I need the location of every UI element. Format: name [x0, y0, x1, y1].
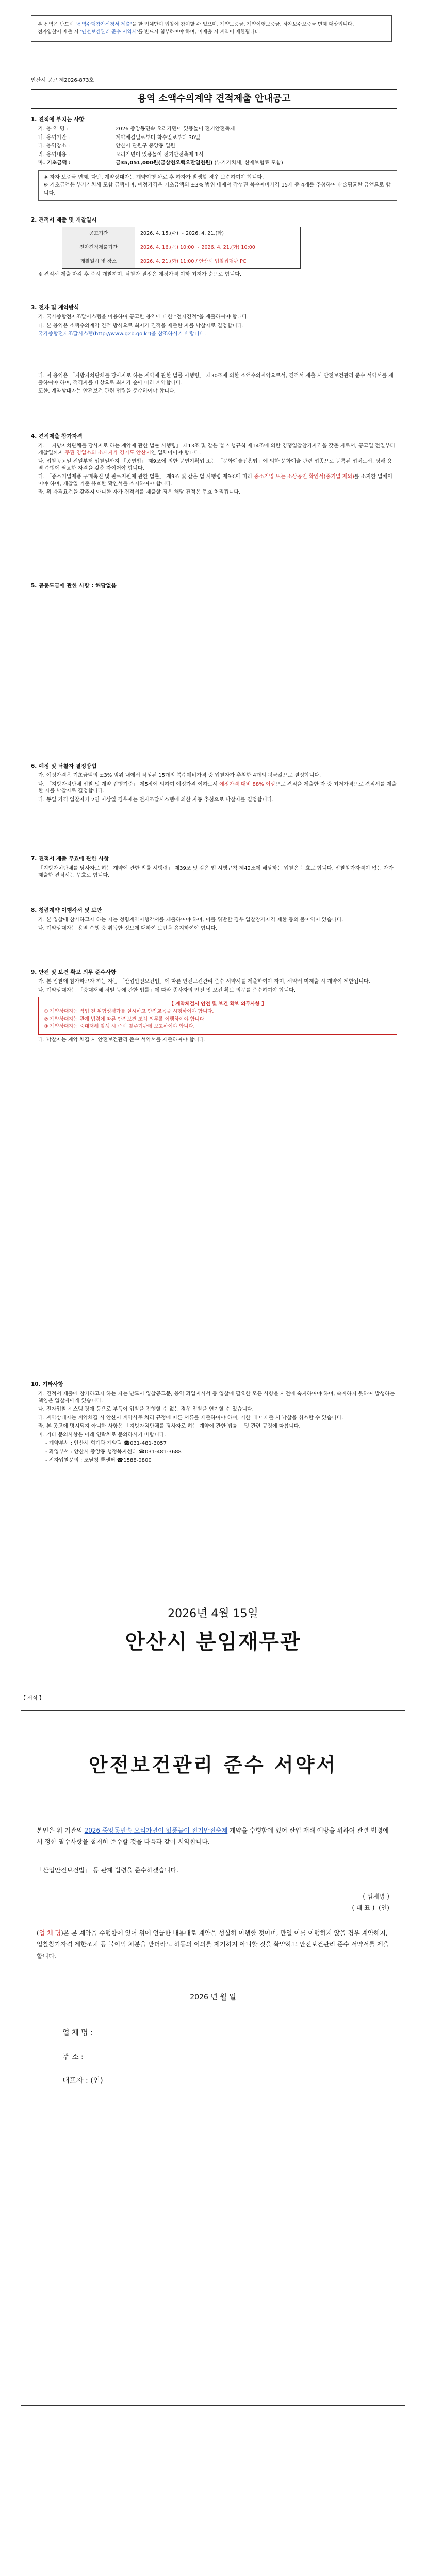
notice-text: 를 반드시 첨부하여야 하며, 미제출 시 계약이 제한됩니다.	[138, 29, 261, 35]
text: 인 업체이어야 합니다.	[151, 450, 201, 456]
section-title: 1. 견적에 부치는 사항	[31, 116, 85, 123]
section-1	[31, 116, 397, 203]
info-value: 오리가면이 있풍놀이 전기안전축제 1식	[116, 151, 204, 158]
paragraph: 나. 계약상대자는 「중대재해 처벌 등에 관한 법률」에 따라 종사자의 안전 및 보건 확보 의무를 준수하여야 합니다.	[38, 987, 296, 993]
note-text: ※ 하자 보증금 면제. 다만, 계약상대자는 계약이행 완료 후 하자가 발생할 경우 보수하여야 합니다.	[44, 174, 264, 180]
signature-row	[37, 1904, 389, 1912]
contract-name-link[interactable]: 2026 중앙동민속 오리가면이 있풍놀이 전기안전축제	[84, 1827, 228, 1835]
section-title: 9. 안전 및 보건 확보 의무 준수사항	[31, 969, 117, 975]
section-title: 3. 전자 및 계약방식	[31, 304, 79, 311]
paragraph: 라. 위 자격요건을 갖추지 아니한 자가 견적서를 제출할 경우 해당 견적은 무효 처리됩니다.	[38, 489, 241, 496]
info-key: 다. 용역장소 :	[38, 143, 70, 149]
paragraph	[38, 781, 397, 795]
info-value: 2026 중앙동민속 오리가면이 있풍놀이 전기안전축제	[116, 126, 235, 132]
table-row	[62, 241, 301, 255]
text: 다. 「중소기업제품 구매촉진 및 판로지원에 관한 법률」 제9조 및 같은 법 시행령 제9조에 따라	[38, 474, 254, 480]
info-value: 금35,051,000원(금삼천오백오만일천원)	[116, 160, 213, 166]
section-5	[31, 582, 397, 592]
info-row	[38, 134, 397, 142]
notice-text: 전자입찰서 제출 시	[38, 29, 80, 35]
section-3-cont	[31, 371, 397, 397]
text: 계약을 수행함에 있어 산업 재해 예방을 위하여 관련 법령에서 정한 필수사항을 철저히 준수할 것을 다음과 같이 서약합니다.	[37, 1827, 389, 1846]
highlight-text: 중소기업 또는 소상공인 확인서(중기업 제외)	[254, 474, 354, 480]
section-7	[31, 855, 397, 880]
info-key: 나. 용역기간 :	[38, 134, 70, 141]
section-6	[31, 762, 397, 805]
form-title: 안전보건관리 준수 서약서	[88, 1754, 338, 1776]
section-title: 10. 기타사항	[31, 1381, 63, 1387]
table-cell: 2026. 4. 16.(목) 10:00 ~ 2026. 4. 21.(화) 10:00	[135, 241, 301, 255]
paragraph: 또한, 계약상대자는 안전보건 관련 법령을 준수하여야 합니다.	[38, 388, 176, 394]
text: 으로 견적을 제출한 자 중 최저가격으로 견적서를 제출한 자를 낙찰자로 결정합니다.	[38, 781, 397, 794]
issuing-organization: 안산시 분임재무관	[125, 1630, 301, 1654]
highlight-text: 예정가격 대비 88% 이상	[219, 781, 276, 787]
signature-label: ( 업체명 )	[363, 1892, 389, 1900]
page-title: 용역 소액수의계약 견적제출 안내공고	[31, 89, 397, 109]
notice-text: 을 한 업체만이 입찰에 참여할 수 있으며, 계약보증금, 계약이행보증금, 하자보수보증금 면제 대상입니다.	[132, 22, 354, 27]
paragraph: 나. 계약상대자는 용역 수행 중 취득한 정보에 대하여 보안을 유지하여야 합니다.	[38, 925, 218, 931]
paragraph: 나. 전자입찰 시스템 장애 등으로 부득이 입찰을 진행할 수 없는 경우 입찰을 연기할 수 있습니다.	[38, 1406, 254, 1413]
section-10	[31, 1381, 397, 1466]
section-title: 4. 견적제출 참가자격	[31, 433, 83, 439]
table-header: 공고기간	[62, 227, 135, 241]
info-note: (부가가치세, 산재보험료 포함)	[214, 160, 283, 166]
company-field[interactable]: 업 체 명 :	[62, 2028, 93, 2037]
notice-box	[31, 15, 392, 42]
table-cell: 2026. 4. 21.(화) 11:00 / 안산시 입찰집행관 PC	[135, 255, 301, 269]
text: 를 소지한 업체이어야 하며, 개찰일 기준 유효한 확인서를 소지하여야 합니다.	[38, 474, 392, 487]
link-text[interactable]: 국가종합전자조달시스템(http://www.g2b.go.kr)을 참조하시기 바랍니다.	[38, 331, 206, 337]
paragraph: 가. 국가종합전자조달시스템을 이용하여 공고한 용역에 대한 "전자견적"을 제출하여야 합니다.	[38, 314, 249, 320]
info-row	[38, 160, 397, 167]
info-key: 가. 용 역 명 :	[38, 126, 68, 132]
paragraph: 나. 본 용역은 소액수의계약 견적 방식으로 최저가 견적을 제출한 자를 낙찰자로 결정합니다.	[38, 323, 244, 329]
paragraph: 다. 낙찰자는 계약 체결 시 안전보건관리 준수 서약서를 제출하여야 합니다.	[38, 1037, 206, 1043]
announcement-date: 2026년 4월 15일	[168, 1607, 258, 1620]
address-field[interactable]: 주 소 :	[62, 2053, 84, 2061]
text: )은 본 계약을 수행함에 있어 위에 언급한 내용대로 계약을 성실히 이행할 것이며, 만일 이를 이행하지 않을 경우 계약해지, 입찰참가자격 제한조치 등 불이익 처분을 받더라도 하등의 이의를 제기하지 아니할 것을 확약하고 안전보건관리 준수 서약서를 제출합니다.	[37, 1929, 389, 1960]
box-title: 【 계약체결시 안전 및 보건 확보 의무사항 】	[169, 1001, 267, 1007]
section-title: 2. 견적서 제출 및 개찰일시	[31, 217, 97, 223]
form-tag: 【 서식 】	[21, 1696, 44, 1701]
note-box	[38, 170, 397, 201]
highlight-text: 업 체 명	[39, 1929, 61, 1937]
paragraph: 마. 기타 문의사항은 아래 연락처로 문의하시기 바랍니다.	[38, 1432, 166, 1438]
section-4	[31, 433, 397, 498]
paragraph: 라. 본 공고에 명시되지 아니한 사항은 「지방자치단체를 당사자로 하는 계약에 관한 법률」 및 관련 규정에 따릅니다.	[38, 1423, 301, 1430]
representative-field[interactable]: 대표자 : (인)	[62, 2077, 103, 2086]
paragraph: 「산업안전보건법」 등 관계 법령을 준수하겠습니다.	[37, 1866, 178, 1874]
box-item: ③ 계약상대자는 중대재해 발생 시 즉시 발주기관에 보고하여야 합니다.	[44, 1024, 195, 1030]
paragraph: 「지방자치단체를 당사자로 하는 계약에 관한 법률 시행령」 제39조 및 같은 법 시행규칙 제42조에 해당하는 입찰은 무효로 합니다. 입찰참가자격이 없는 자가 제출한 견적서는 무효로 합니다.	[38, 866, 394, 878]
info-value: 계약체결일로부터 착수일로부터 30일	[116, 134, 200, 141]
section-title: 8. 청렴계약 이행각서 및 보안	[31, 907, 102, 913]
notice-link[interactable]: '용역수행참가신청서 제출'	[75, 22, 132, 27]
schedule-table	[62, 227, 301, 269]
paragraph: 가. 견적서 제출에 참가하고자 하는 자는 반드시 입찰공고문, 용역 과업지시서 등 입찰에 필요한 모든 사항을 사전에 숙지하여야 하며, 숙지하지 못하여 발생하는 책임은 입찰자에게 있습니다.	[38, 1391, 395, 1404]
note-text: ※ 기초금액은 부가가치세 포함 금액이며, 예정가격은 기초금액의 ±3% 범위 내에서 작성된 복수예비가격 15개 중 4개를 추첨하여 산술평균한 금액으로 합니다.	[44, 182, 391, 196]
table-header: 개찰일시 및 장소	[62, 255, 135, 269]
box-item: ② 계약상대자는 관계 법령에 따른 안전보건 조치 의무를 이행하여야 합니다.	[44, 1016, 206, 1022]
section-8	[31, 907, 397, 934]
signature-label: ( 대 표 )	[352, 1904, 375, 1912]
seal-mark: (인)	[379, 1904, 389, 1912]
paragraph: 가. 예정가격은 기초금액의 ±3% 범위 내에서 작성된 15개의 복수예비가격 중 입찰자가 추첨한 4개의 평균값으로 결정합니다.	[38, 773, 321, 779]
paragraph: 가. 본 입찰에 참가하고자 하는 자는 청렴계약이행각서를 제출하여야 하며, 이를 위반할 경우 입찰참가자격 제한 등의 불이익이 있습니다.	[38, 917, 343, 923]
info-row	[38, 151, 397, 159]
text: 본인은 위 기관의	[37, 1827, 85, 1835]
pledge-form	[21, 1710, 405, 2406]
table-cell: 2026. 4. 15.(수) ~ 2026. 4. 21.(화)	[135, 227, 301, 241]
paragraph: 다. 계약상대자는 계약체결 시 안산시 계약사무 처리 규정에 따른 서류를 제출하여야 하며, 기한 내 미제출 시 낙찰을 취소할 수 있습니다.	[38, 1415, 343, 1421]
signature-row	[37, 1892, 389, 1901]
contact-line: - 과업부서 : 안산시 중앙동 행정복지센터 ☎031-481-3688	[45, 1449, 182, 1455]
notice-text: 본 용역은 반드시	[38, 22, 76, 27]
info-row	[38, 143, 397, 150]
paragraph	[38, 473, 397, 487]
text: 나. 「지방자치단체 입찰 및 계약 집행기준」 제5장에 의하여 예정가격 이하로서	[38, 781, 220, 787]
safety-box	[38, 997, 397, 1035]
paragraph	[38, 443, 397, 456]
paragraph: 다. 동일 가격 입찰자가 2인 이상일 경우에는 전자조달시스템에 의한 자동 추첨으로 낙찰자를 결정합니다.	[38, 796, 274, 803]
notice-link[interactable]: '안전보건관리 준수 서약서'	[80, 29, 138, 35]
table-row	[62, 227, 301, 241]
contact-line: - 전자입찰문의 : 조달청 콜센터 ☎1588-0800	[45, 1458, 152, 1464]
contact-line: - 계약부서 : 안산시 회계과 계약팀 ☎031-481-3057	[45, 1440, 167, 1447]
section-note: ※ 견적서 제출 마감 후 즉시 개찰하며, 낙찰자 결정은 예정가격 이하 최저가 순으로 합니다.	[38, 272, 242, 278]
highlight-text: 주된 영업소의 소재지가 경기도 안산시	[64, 450, 151, 456]
paragraph: 나. 입찰공고일 전일부터 입찰일까지 「공연법」 제9조에 의한 공연기획업 또는 「문화예술진흥법」에 의한 문화예술 관련 업종으로 등록된 업체로서, 당해 용역 수행에 필요한 자격을 갖춘 자이어야 합니다.	[38, 459, 392, 471]
info-key: 라. 용역내용 :	[38, 151, 70, 158]
text: 가. 「지방자치단체를 당사자로 하는 계약에 관한 법률 시행령」 제13조 및 같은 법 시행규칙 제14조에 의한 경쟁입찰참가자격을 갖춘 자로서, 공고일 전일부터 개찰일까지	[38, 443, 395, 456]
section-title: 7. 견적서 제출 무효에 관한 사항	[31, 856, 109, 862]
paragraph: 다. 이 용역은 「지방자치단체를 당사자로 하는 계약에 관한 법률 시행령」 제30조에 의한 소액수의계약으로서, 견적서 제출 시 안전보건관리 준수 서약서를 제출하여야 하며, 적격자를 대상으로 최저가 순에 따라 계약합니다.	[38, 373, 394, 386]
paragraph	[37, 1927, 389, 1962]
section-title: 6. 예정 및 낙찰자 결정방법	[31, 763, 97, 769]
table-header: 전자견적제출기간	[62, 241, 135, 255]
form-date: 2026 년 월 일	[190, 1993, 236, 2002]
section-2	[31, 216, 397, 280]
text: (	[37, 1929, 39, 1937]
section-title: 5. 공동도급에 관한 사항 : 해당없음	[31, 583, 117, 589]
paragraph: 가. 본 입찰에 참가하고자 하는 자는 「산업안전보건법」에 따른 안전보건관리 준수 서약서를 제출하여야 하며, 서약서 미제출 시 계약이 제한됩니다.	[38, 979, 370, 985]
section-9	[31, 969, 397, 1045]
info-row	[38, 126, 397, 133]
info-key: 마. 기초금액 :	[38, 160, 71, 166]
section-3	[31, 304, 397, 340]
table-row	[62, 255, 301, 269]
info-value: 안산시 단원구 중앙동 일원	[116, 143, 175, 149]
publication-number: 안산시 공고 제2026-873호	[31, 78, 94, 83]
paragraph	[37, 1825, 389, 1848]
box-item: ① 계약상대자는 작업 전 위험성평가를 실시하고 안전교육을 시행하여야 합니다.	[44, 1008, 214, 1014]
